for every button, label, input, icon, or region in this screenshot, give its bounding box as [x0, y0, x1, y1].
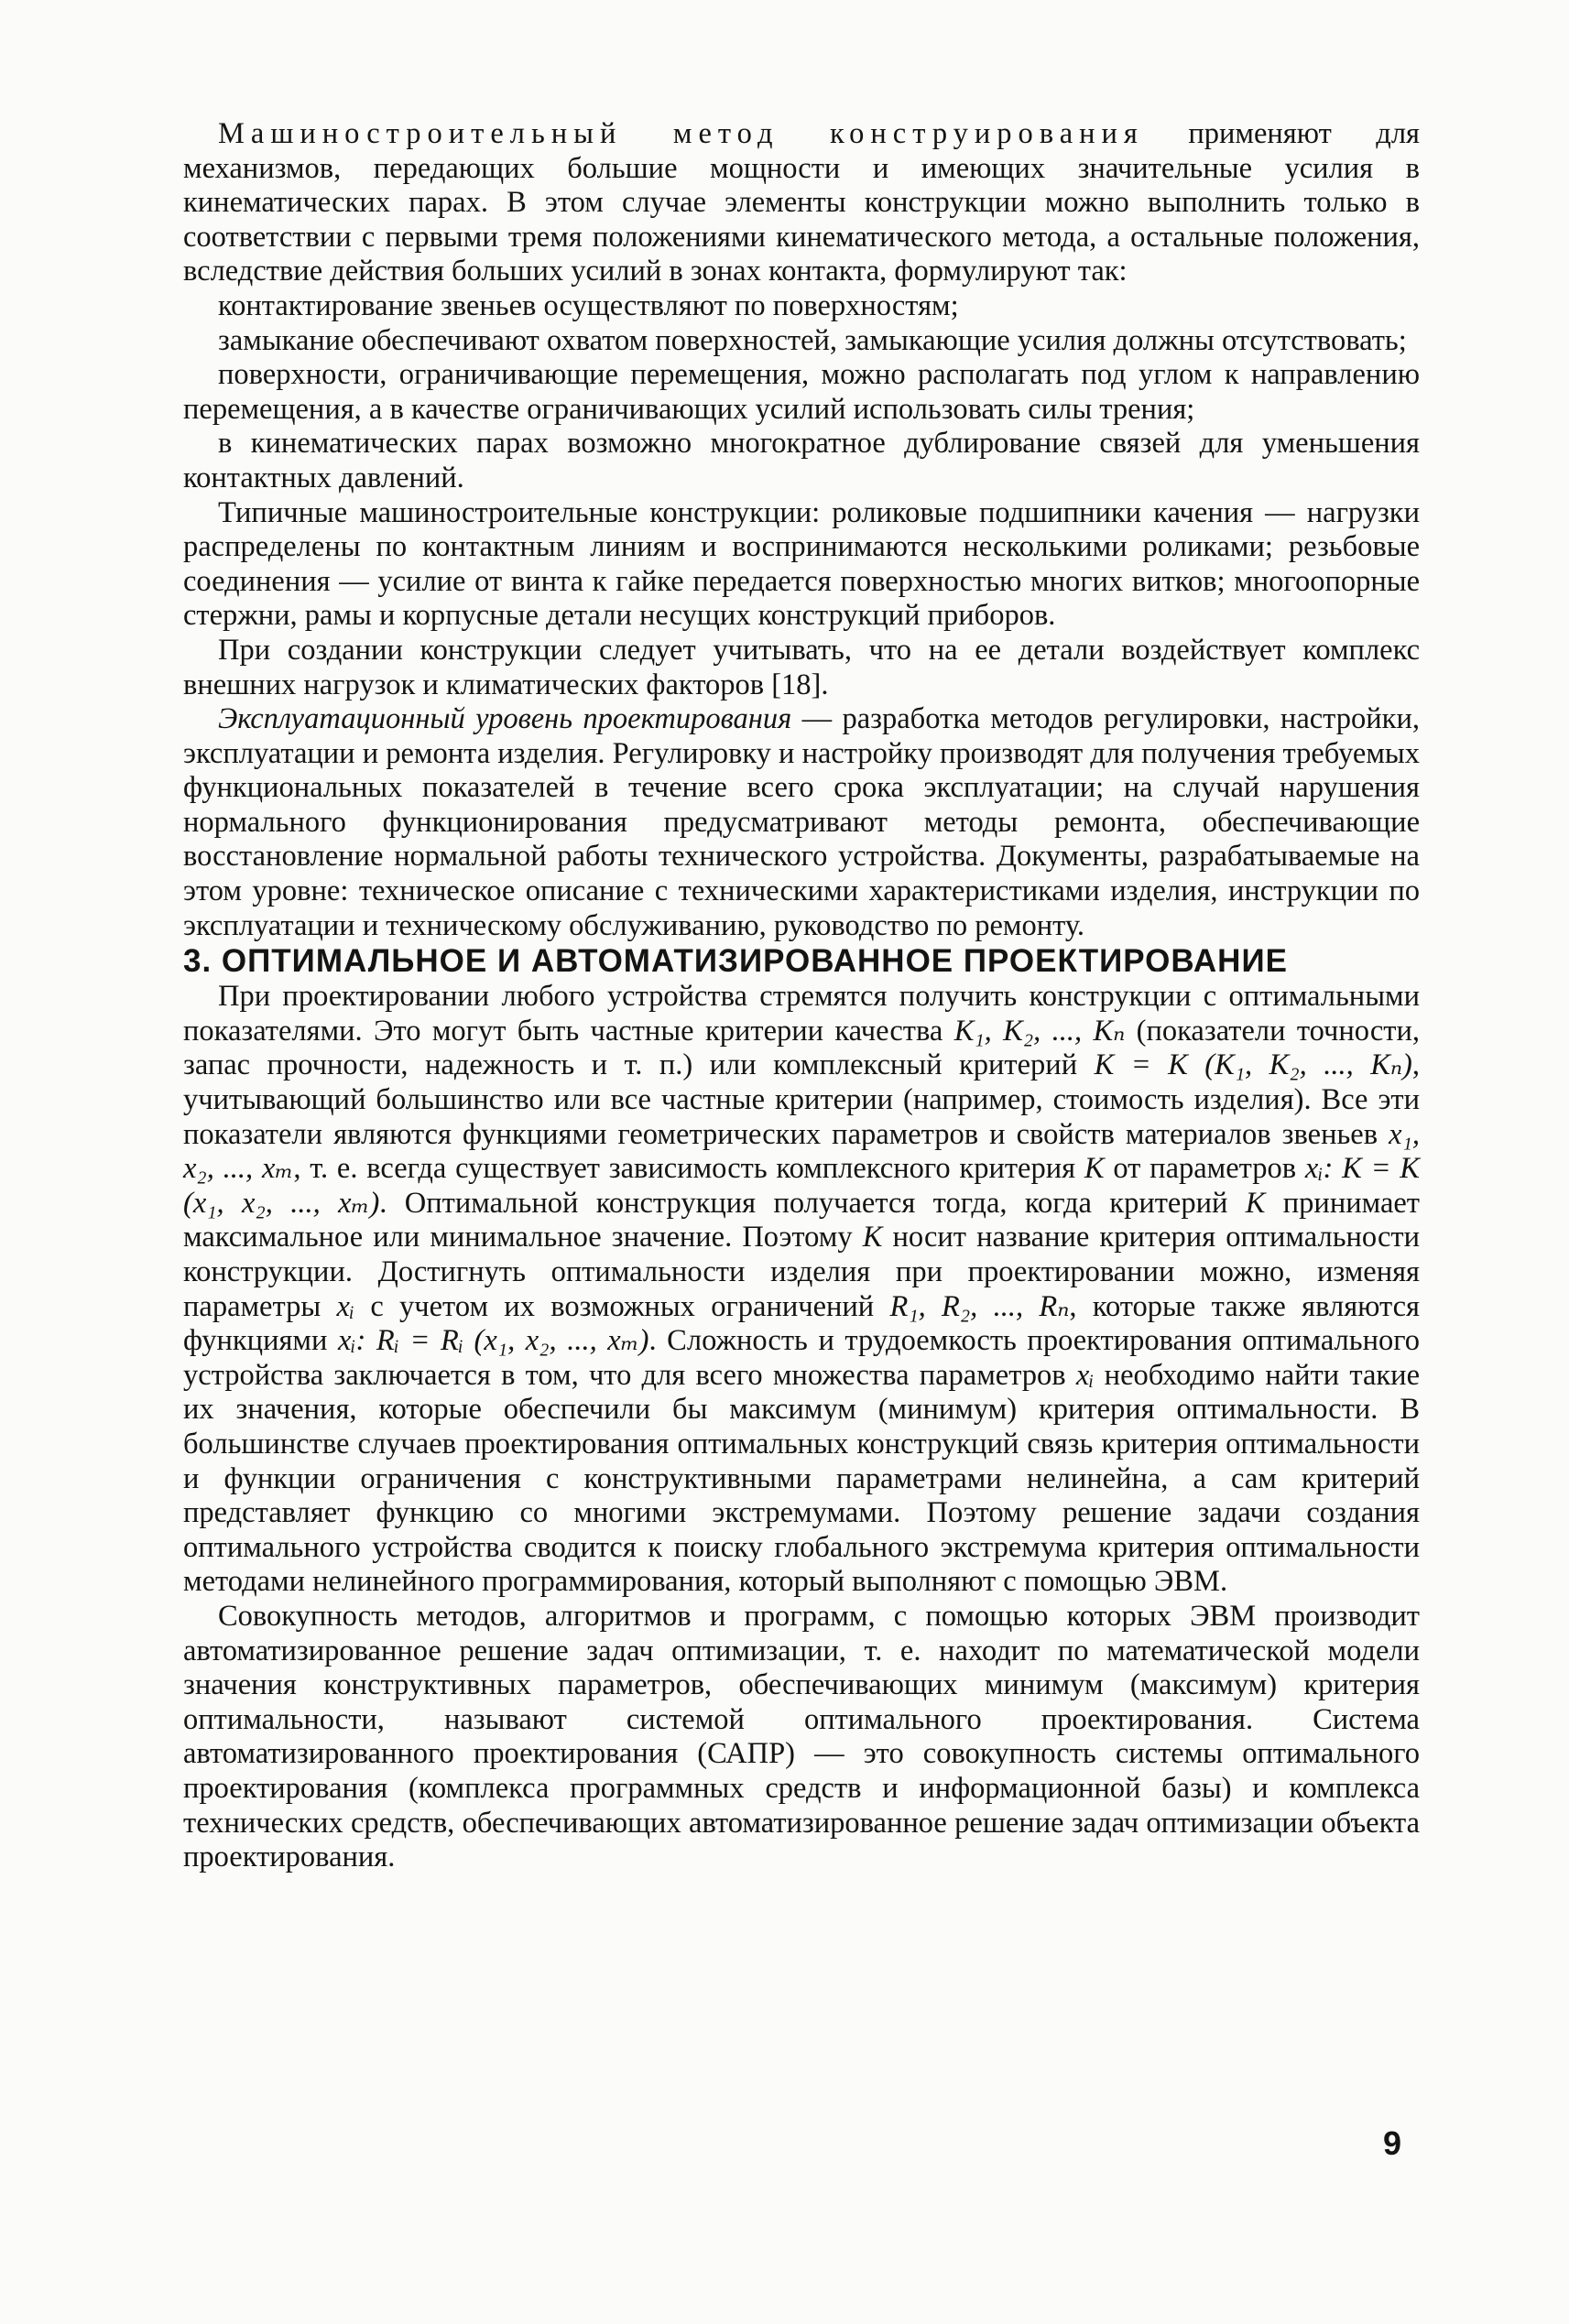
text-run: , т. е. всегда существует зависимость комплексного критерия [293, 1152, 1084, 1186]
text-run: принимает максимальное или минимальное значение. Поэтому [183, 1186, 1420, 1254]
paragraph: Типичные машиностроительные конструкции: роликовые подшипники качения — нагрузки распределены по контактным линиям и воспринимаются несколькими роликами; резьбовые соединения — усилие от винта к гайке передается поверхностью многих витков; многоопорные стержни, рамы и корпусные детали несущих конструкций приборов. [183, 495, 1420, 633]
text-run: необходимо найти такие их значения, которые обеспечили бы максимум (минимум) критерия оптимальности. В большинстве случаев проектирования оптимальных конструкций связь критерия оптимальности и функции ограничения с конструктивными параметрами нелинейна, а сам критерий представляет функцию со многими экстремумами. Поэтому решение задачи создания оптимального устройства сводится к поиску глобального экстремума критерия оптимальности методами нелинейного программирования, который выполняют с помощью ЭВМ. [183, 1358, 1420, 1599]
text-run: . Оптимальной конструкция получается тогда, когда критерий [379, 1186, 1246, 1220]
emphasized-term: Машиностроительный метод конструирования [218, 117, 1144, 150]
math-expression: xᵢ [1075, 1358, 1095, 1392]
text-run: носит название критерия оптимальности конструкции. Достигнуть оптимальности изделия при проектировании можно, изменяя параметры [183, 1221, 1420, 1323]
page-number: 9 [1383, 2124, 1402, 2162]
list-item: контактирование звеньев осуществляют по поверхностям; [218, 288, 959, 322]
paragraph: Совокупность методов, алгоритмов и программ, с помощью которых ЭВМ производит автоматизированное решение задач оптимизации, т. е. находит по математической модели значения конструктивных параметров, обеспечивающих минимум (максимум) критерия оптимальности, называют системой оптимального проектирования. Система автоматизированного проектирования (САПР) — это совокупность системы оптимального проектирования (комплекса программных средств и информационной базы) и комплекса технических средств, обеспечивающих автоматизированное решение задач оптимизации объекта проектирования. [183, 1599, 1420, 1874]
text-run: (показатели точности, запас прочности, надежность и т. п.) или комплексный критерий [183, 1014, 1420, 1082]
paragraph [183, 117, 1420, 289]
list-item: замыкание обеспечивают охватом поверхностей, замыкающие усилия должны отсутствовать; [218, 323, 1407, 357]
math-expression: K [862, 1221, 883, 1254]
text-column [183, 117, 1420, 1875]
text-run: , которые также являются функциями [183, 1289, 1420, 1358]
list-item: поверхности, ограничивающие перемещения, можно располагать под углом к направлению перемещения, а в качестве ограничивающих усилий использовать силы трения; [183, 358, 1420, 426]
paragraph-text: применяют для механизмов, передающих большие мощности и имеющих значительные усилия в кинематических парах. В этом случае элементы конструкции можно выполнить только в соответствии с первыми тремя положениями кинематического метода, а остальные положения, вследствие действия больших усилий в зонах контакта, формулируют так: [183, 117, 1420, 288]
math-expression: xᵢ [336, 1289, 355, 1323]
list-item: в кинематических парах возможно многократное дублирование связей для уменьшения контактных давлений. [183, 427, 1420, 494]
italic-term: Эксплуатационный уровень проектирования [218, 702, 792, 736]
paragraph: При создании конструкции следует учитывать, что на ее детали воздействует комплекс внешних нагрузок и климатических факторов [18]. [183, 633, 1420, 701]
math-expression: K₁, K₂, ..., Kₙ [953, 1014, 1126, 1048]
text-run: , учитывающий большинство или все частные критерии (например, стоимость изделия). Все эти показатели являются функциями геометрических параметров и свойств материалов звеньев [183, 1048, 1420, 1151]
paragraph [183, 980, 1420, 1600]
math-expression: K = K (K₁, K₂, ..., Kₙ) [1094, 1048, 1412, 1082]
paragraph-text: — разработка методов регулировки, настройки, эксплуатации и ремонта изделия. Регулировку и настройку производят для получения требуемых функциональных показателей в течение всего срока эксплуатации; на случай нарушения нормального функционирования предусматривают методы ремонта, обеспечивающие восстановление нормальной работы технического устройства. Документы, разрабатываемые на этом уровне: техническое описание с техническими характеристиками изделия, инструкции по эксплуатации и техническому обслуживанию, руководство по ремонту. [183, 702, 1420, 942]
section-heading: 3. ОПТИМАЛЬНОЕ И АВТОМАТИЗИРОВАННОЕ ПРОЕКТИРОВАНИЕ [183, 943, 1288, 980]
paragraph [183, 702, 1420, 943]
math-expression: xᵢ: K = K (x₁, x₂, ..., xₘ) [183, 1152, 1420, 1220]
text-run: с учетом их возможных ограничений [354, 1289, 890, 1323]
text-run: от параметров [1104, 1152, 1305, 1186]
math-expression: K [1084, 1152, 1105, 1186]
math-expression: K [1245, 1186, 1266, 1220]
math-expression: R₁, R₂, ..., Rₙ [889, 1289, 1070, 1323]
text-run: . Сложность и трудоемкость проектирования оптимального устройства заключается в том, что для всего множества параметров [183, 1324, 1421, 1392]
text-run: При проектировании любого устройства стремятся получить конструкции с оптимальными показателями. Это могут быть частные критерии качества [183, 980, 1420, 1048]
math-expression: xᵢ: Rᵢ = Rᵢ (x₁, x₂, ..., xₘ) [337, 1324, 649, 1358]
math-expression: x₁, x₂, ..., xₘ [183, 1117, 1420, 1186]
